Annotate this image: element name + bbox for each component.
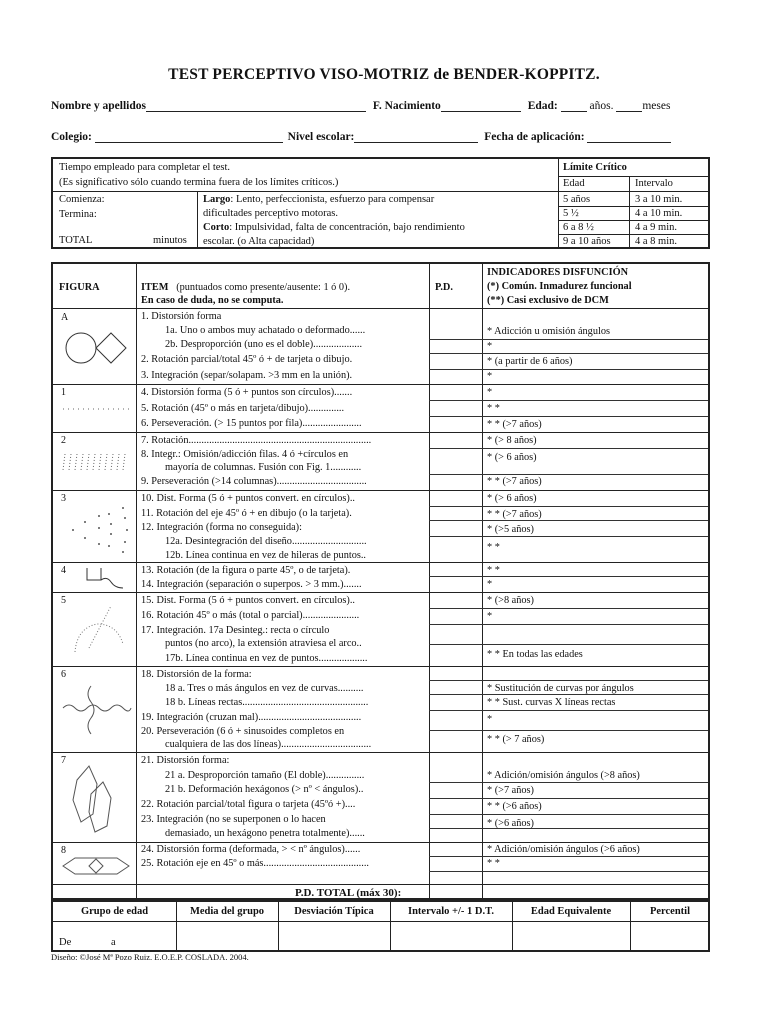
total-label: TOTAL [59, 235, 93, 246]
figure-4-drawing [83, 564, 127, 592]
item-text: 14. Integración (separación o superpos. > 3 mm.)....... [141, 579, 362, 590]
header-line-1 [51, 100, 670, 112]
figure-6-drawing [61, 682, 133, 742]
item-text: 25. Rotación eje en 45º o más......................................... [141, 858, 369, 869]
footer-credit: Diseño: ©José Mª Pozo Ruiz. E.O.E.P. COSLADA. 2004. [51, 952, 249, 962]
col-indicadores-header: INDICADORES DISFUNCIÓN [487, 267, 629, 278]
item-text: 15. Dist. Forma (5 ó + puntos convert. en círculos).. [141, 595, 355, 606]
header-desviacion: Desviación Típica [294, 906, 374, 917]
item-text: 12a. Desintegración del diseño............................. [165, 536, 367, 547]
figure-a-drawing [61, 326, 133, 370]
figure-label-a: A [61, 312, 69, 323]
item-text: cualquiera de las dos líneas)................................... [165, 739, 372, 750]
item-text: 2b. Desproporción (uno es el doble)................... [165, 339, 363, 350]
item-text: 1a. Uno o ambos muy achatado o deformado...... [165, 325, 366, 336]
indicator-text: * * (> 7 años) [487, 734, 545, 745]
figure-label-7: 7 [61, 755, 66, 766]
item-text: 21. Distorsión forma: [141, 755, 230, 766]
tiempo-line1: Tiempo empleado para completar el test. [59, 162, 231, 173]
indicator-text: * * [487, 542, 500, 553]
item-text: 21 b. Deformación hexágonos (> nº < ángulos).. [165, 784, 364, 795]
nombre-field[interactable] [146, 100, 366, 112]
indicator-text: * Sustitución de curvas por ángulos [487, 683, 634, 694]
nombre-label: Nombre y apellidos [51, 100, 146, 112]
tiempo-line2: (Es significativo sólo cuando termina fuera de los límites críticos.) [59, 177, 339, 188]
limite-row-intervalo: 4 a 8 min. [635, 236, 677, 247]
header-intervalo: Intervalo +/- 1 D.T. [408, 906, 494, 917]
item-text: 6. Perseveración. (> 15 puntos por fila)....................... [141, 418, 362, 429]
anos-field[interactable] [561, 100, 587, 112]
limite-row-intervalo: 4 a 9 min. [635, 222, 677, 233]
indicator-text: * * En todas las edades [487, 649, 583, 660]
limite-row-edad: 6 a 8 ½ [563, 222, 594, 233]
indicator-text: * * [487, 858, 500, 869]
item-text: 12b. Línea continua en vez de hileras de puntos.. [165, 550, 367, 561]
nacimiento-label: F. Nacimiento [372, 100, 441, 112]
edad-col-header: Edad [563, 178, 585, 189]
indicator-text: * Adición/omisión ángulos (>6 años) [487, 844, 640, 855]
comienza-label: Comienza: [59, 194, 105, 205]
limite-row-edad: 5 ½ [563, 208, 579, 219]
figure-5-drawing [67, 598, 131, 664]
indicator-text: * (>8 años) [487, 595, 534, 606]
pd-total-label: P.D. TOTAL (máx 30): [295, 887, 402, 899]
item-text: 19. Integración (cruzan mal)........................................ [141, 712, 362, 723]
nivel-field[interactable] [354, 131, 478, 143]
termina-label: Termina: [59, 209, 97, 220]
indicator-text: * * (>7 años) [487, 419, 542, 430]
meses-label: meses [642, 100, 671, 112]
limite-critico-label: Límite Crítico [563, 162, 627, 173]
indicator-text: * [487, 579, 493, 590]
figure-label-6: 6 [61, 669, 66, 680]
colegio-field[interactable] [95, 131, 283, 143]
indicator-text: * (>6 años) [487, 818, 534, 829]
col-pd-header: P.D. [435, 282, 453, 293]
figure-7-drawing [63, 760, 133, 840]
col-indicadores-sub1: (*) Común. Inmadurez funcional [487, 281, 632, 292]
limite-row-intervalo: 3 a 10 min. [635, 194, 683, 205]
figure-label-1: 1 [61, 387, 66, 398]
figure-3-drawing [61, 502, 133, 556]
header-media: Media del grupo [189, 906, 265, 917]
limite-row-edad: 9 a 10 años [563, 236, 611, 247]
item-text: 16. Rotación 45º o más (total o parcial)...................... [141, 610, 360, 621]
indicator-text: * (> 8 años) [487, 435, 537, 446]
indicator-text: * * (>6 años) [487, 801, 542, 812]
indicator-text: * (> 6 años) [487, 452, 537, 463]
col-indicadores-sub2: (**) Casi exclusivo de DCM [487, 295, 609, 306]
indicator-text: * [487, 341, 493, 352]
item-text: 18. Distorsión de la forma: [141, 669, 252, 680]
largo-text: Largo: Lento, perfeccionista, esfuerzo para compensar [203, 194, 435, 205]
nivel-label: Nivel escolar: [287, 131, 355, 143]
item-text: 23. Integración (no se superponen o lo hacen [141, 814, 326, 825]
indicator-text: * [487, 611, 493, 622]
header-edad-equivalente: Edad Equivalente [530, 906, 612, 917]
minutos-label: minutos [153, 235, 187, 246]
item-text: 22. Rotación parcial/total figura o tarjeta (45ºó +).... [141, 799, 356, 810]
figure-label-4: 4 [61, 565, 66, 576]
indicator-text: * Adición/omisión ángulos (>8 años) [487, 770, 640, 781]
figure-8-drawing [59, 854, 133, 878]
item-text: 21 a. Desproporción tamaño (El doble)............... [165, 770, 365, 781]
page-title: TEST PERCEPTIVO VISO-MOTRIZ de BENDER-KOPPITZ. [168, 66, 600, 83]
colegio-label: Colegio: [51, 131, 92, 143]
item-text: 8. Integr.: Omisión/adicción filas. 4 ó +círculos en [141, 449, 349, 460]
results-table [51, 900, 710, 952]
figure-label-8: 8 [61, 845, 66, 856]
item-text: demasiado, un hexágono penetra totalmente)...... [165, 828, 365, 839]
item-text: 10. Dist. Forma (5 ó + puntos convert. en círculos).. [141, 493, 355, 504]
item-text: 3. Integración (separ/solapam. >3 mm en la unión). [141, 370, 353, 381]
indicator-text: * (> 6 años) [487, 493, 537, 504]
item-text: 2. Rotación parcial/total 45º ó + de tarjeta o dibujo. [141, 354, 353, 365]
item-text: 18 a. Tres o más ángulos en vez de curvas.......... [165, 683, 364, 694]
indicator-text: * [487, 371, 493, 382]
header-line-2 [51, 131, 671, 143]
figure-1-drawing [61, 404, 133, 414]
item-text: 24. Distorsión forma (deformada, > < nº ángulos)...... [141, 844, 361, 855]
indicator-text: * [487, 714, 493, 725]
indicator-text: * [487, 387, 493, 398]
indicator-text: * (>5 años) [487, 524, 534, 535]
indicator-text: * * (>7 años) [487, 509, 542, 520]
indicator-text: * * Sust. curvas X líneas rectas [487, 697, 616, 708]
indicator-text: * (>7 años) [487, 785, 534, 796]
figure-2-drawing [61, 450, 133, 474]
col-item-header: ITEM (puntuados como presente/ausente: 1 ó 0). [141, 282, 351, 293]
meses-field[interactable] [616, 100, 642, 112]
indicator-text: * * [487, 565, 500, 576]
limite-row-intervalo: 4 a 10 min. [635, 208, 683, 219]
nacimiento-field[interactable] [441, 100, 521, 112]
header-percentil: Percentil [649, 906, 691, 917]
limite-row-edad: 5 años [563, 194, 591, 205]
largo-text-2: dificultades perceptivo motoras. [203, 208, 338, 219]
item-text: mayoría de columnas. Fusión con Fig. 1............ [165, 462, 362, 473]
header-grupo-edad: Grupo de edad [80, 906, 149, 917]
col-item-note2: En caso de duda, no se computa. [141, 295, 284, 306]
item-text: 13. Rotación (de la figura o parte 45º, o de tarjeta). [141, 565, 351, 576]
item-text: 17. Integración. 17a Desinteg.: recta o círculo [141, 625, 330, 636]
item-text: 9. Perseveración (>14 columnas)................................... [141, 476, 367, 487]
edad-label: Edad: [527, 100, 558, 112]
item-text: 7. Rotación....................................................................... [141, 435, 372, 446]
indicator-text: * * (>7 años) [487, 476, 542, 487]
fecha-label: Fecha de aplicación: [484, 131, 585, 143]
figure-label-3: 3 [61, 493, 66, 504]
item-text: 18 b. Líneas rectas................................................. [165, 697, 369, 708]
item-text: puntos (no arco), la extensión atraviesa el arco.. [165, 638, 362, 649]
figure-label-2: 2 [61, 435, 66, 446]
item-text: 5. Rotación (45º o más en tarjeta/dibujo).............. [141, 403, 345, 414]
item-text: 11. Rotación del eje 45º ó + en dibujo (o la tarjeta). [141, 508, 352, 519]
intervalo-col-header: Intervalo [635, 178, 673, 189]
fecha-field[interactable] [587, 131, 671, 143]
tiempo-table [51, 157, 710, 249]
item-text: 12. Integración (forma no conseguida): [141, 522, 302, 533]
indicator-text: * (a partir de 6 años) [487, 356, 573, 367]
grupo-edad-de: De [59, 937, 72, 948]
scoring-table [51, 262, 710, 900]
col-figura-header: FIGURA [59, 282, 100, 293]
corto-text: Corto: Impulsividad, falta de concentración, bajo rendimiento [203, 222, 465, 233]
corto-text-2: escolar. (o Alta capacidad) [203, 236, 315, 247]
grupo-edad-a: a [111, 937, 116, 948]
figure-label-5: 5 [61, 595, 66, 606]
item-text: 1. Distorsión forma [141, 311, 222, 322]
indicator-text: * Adicción u omisión ángulos [487, 326, 610, 337]
item-text: 17b. Línea continua en vez de puntos................... [165, 653, 368, 664]
anos-label: años. [589, 100, 614, 112]
item-text: 4. Distorsión forma (5 ó + puntos son círculos)....... [141, 387, 353, 398]
item-text: 20. Perseveración (6 ó + sinusoides completos en [141, 726, 345, 737]
indicator-text: * * [487, 403, 500, 414]
